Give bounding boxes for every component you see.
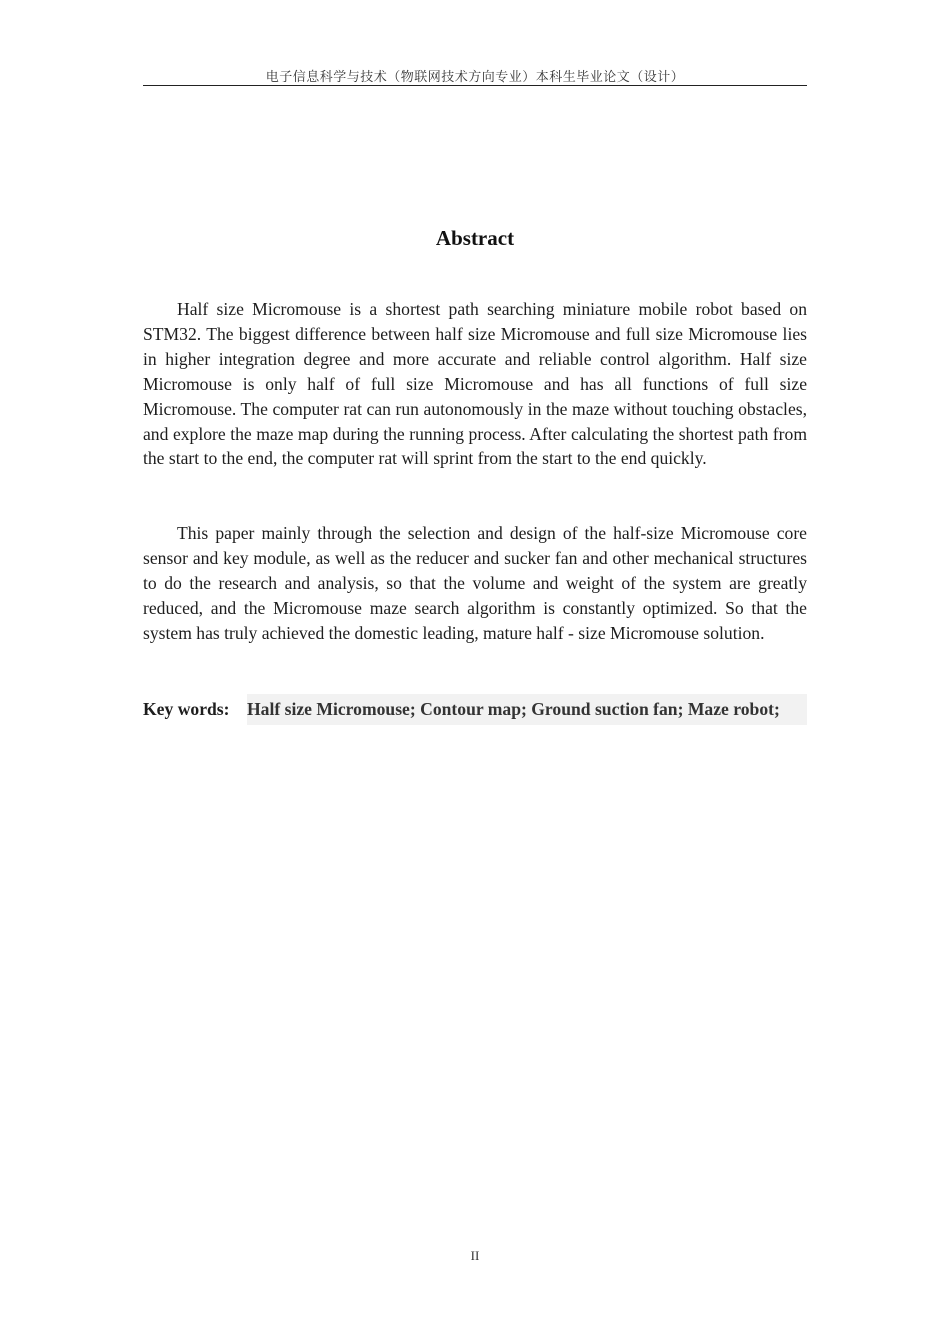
keywords-text: Half size Micromouse; Contour map; Ground suction fan; Maze robot; bbox=[247, 694, 807, 725]
abstract-paragraph-1: Half size Micromouse is a shortest path searching miniature mobile robot based on STM32. The biggest difference between half size Micromouse and full size Micromouse lies in higher integration degree and more accurate and reliable control algorithm. Half size Micromouse is only half of full size Micromouse and has all functions of full size Micromouse. The computer rat can run autonomously in the maze without touching obstacles, and explore the maze map during the running process. After calculating the shortest path from the start to the end, the computer rat will sprint from the start to the end quickly. bbox=[143, 299, 807, 469]
header-rule bbox=[143, 85, 807, 86]
abstract-title: Abstract bbox=[435, 226, 515, 250]
abstract-paragraph-2: This paper mainly through the selection and design of the half-size Micromouse core sensor and key module, as well as the reducer and sucker fan and other mechanical structures to do the research and analysis, so that the volume and weight of the system are greatly reduced, and the Micromouse maze search algorithm is constantly optimized. So that the system has truly achieved the domestic leading, mature half - size Micromouse solution. bbox=[143, 523, 807, 643]
page-number: II bbox=[470, 1248, 480, 1263]
running-header: 电子信息科学与技术（物联网技术方向专业）本科生毕业论文（设计） bbox=[265, 69, 685, 84]
keywords-block bbox=[143, 694, 807, 725]
keywords-label: Key words: bbox=[143, 699, 230, 719]
